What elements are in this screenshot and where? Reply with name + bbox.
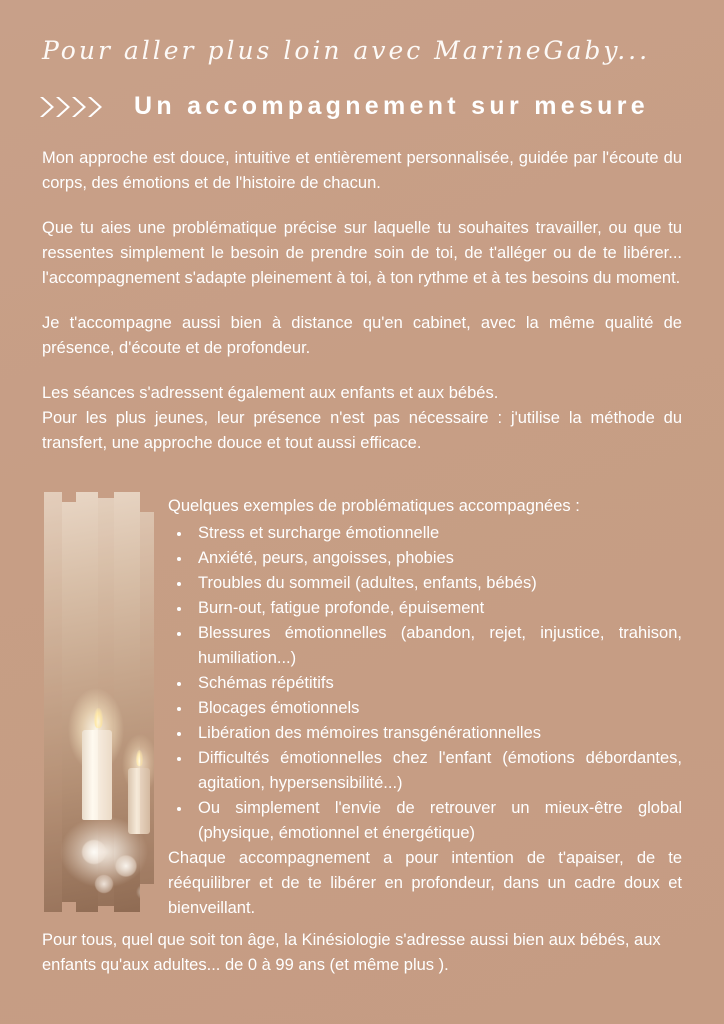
list-item: • Libération des mémoires transgénérationnelles [192,721,682,746]
footer-paragraph: Pour tous, quel que soit ton âge, la Kinésiologie s'adresse aussi bien aux bébés, aux enfants qu'aux adultes... de 0 à 99 ans (et même plus ). [42,931,661,974]
list-item: • Troubles du sommeil (adultes, enfants, bébés) [192,571,682,596]
double-chevron-right-icon [40,95,118,119]
examples-list-intro: Quelques exemples de problématiques accompagnées : [168,497,580,515]
section-heading [40,92,649,121]
list-item: • Anxiété, peurs, angoisses, phobies [192,546,682,571]
closing-paragraph: Chaque accompagnement a pour intention de t'apaiser, de te rééquilibrer et de te libérer en profondeur, dans un cadre doux et bienveillant. [168,849,682,917]
examples-list-section [168,494,682,846]
paragraph-5: Pour les plus jeunes, leur présence n'est pas nécessaire : j'utilise la méthode du transfert, une approche douce et tout aussi efficace. [42,409,682,452]
list-item: • Blocages émotionnels [192,696,682,721]
examples-list [168,521,682,846]
section-heading-text: Un accompagnement sur mesure [134,92,649,120]
list-item: • Burn-out, fatigue profonde, épuisement [192,596,682,621]
list-item: • Schémas répétitifs [192,671,682,696]
paragraph-1: Mon approche est douce, intuitive et entièrement personnalisée, guidée par l'écoute du corps, des émotions et de l'histoire de chacun. [42,149,682,192]
list-item: • Blessures émotionnelles (abandon, rejet, injustice, trahison, humiliation...) [192,621,682,671]
list-item: • Ou simplement l'envie de retrouver un mieux-être global (physique, émotionnel et énergétique) [192,796,682,846]
paragraph-4: Les séances s'adressent également aux enfants et aux bébés. [42,384,499,402]
intro-body-text [42,146,682,456]
list-item: • Stress et surcharge émotionnelle [192,521,682,546]
paragraph-2: Que tu aies une problématique précise sur laquelle tu souhaites travailler, ou que tu ressentes simplement le besoin de prendre soin de toi, de t'alléger ou de te libérer... l'accompagnement s'adapte pleinement à toi, à ton rythme et à tes besoins du moment. [42,219,682,287]
page-kicker-title: Pour aller plus loin avec MarineGaby... [42,36,651,65]
candles-and-flowers-photo-collage [44,492,164,912]
paragraph-3: Je t'accompagne aussi bien à distance qu'en cabinet, avec la même qualité de présence, d'écoute et de profondeur. [42,314,682,357]
list-item: • Difficultés émotionnelles chez l'enfant (émotions débordantes, agitation, hypersensibilité...) [192,746,682,796]
